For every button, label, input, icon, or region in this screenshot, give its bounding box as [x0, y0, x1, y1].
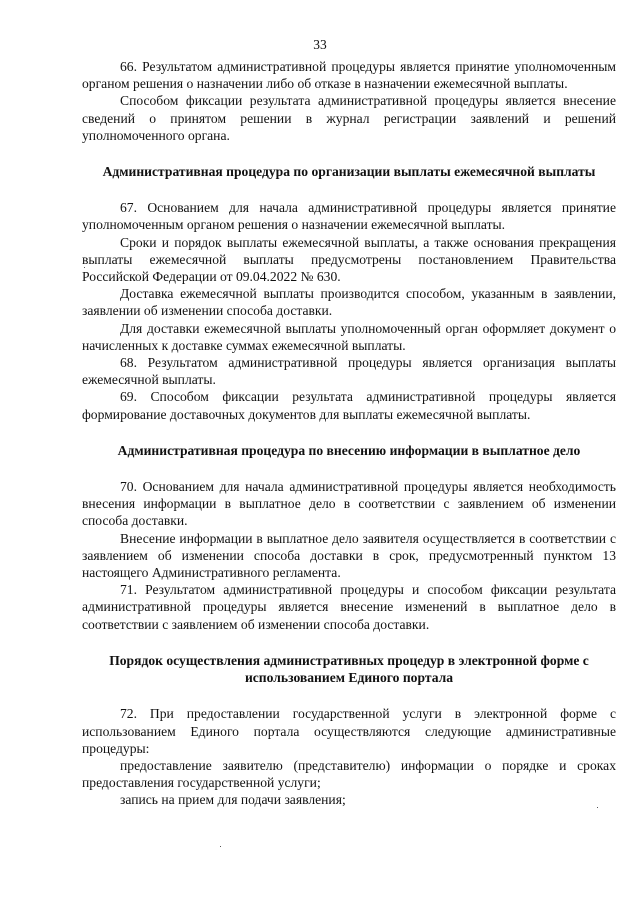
paragraph: 69. Способом фиксации результата административной процедуры является формирование доставочных документов для выплаты ежемесячной выплаты. — [82, 389, 616, 422]
paragraph: 67. Основанием для начала административной процедуры является принятие уполномоченным органом решения о назначении ежемесячной выплаты. — [82, 200, 616, 233]
scan-speck — [84, 267, 85, 268]
section-heading: Административная процедура по внесению информации в выплатное дело — [117, 442, 581, 458]
paragraph: 72. При предоставлении государственной услуги в электронной форме с использованием Единого портала осуществляются следующие административные процедуры: — [82, 706, 616, 756]
section-heading: Порядок осуществления административных процедур в электронной форме с использованием Единого портала — [109, 652, 589, 686]
paragraph: Доставка ежемесячной выплаты производится способом, указанным в заявлении, заявлении об изменении способа доставки. — [82, 286, 616, 319]
paragraph: запись на прием для подачи заявления; — [120, 792, 346, 808]
paragraph: Сроки и порядок выплаты ежемесячной выплаты, а также основания прекращения выплаты ежемесячной выплаты предусмотрены постановлением Правительства Российской Федерации от 09.04.2022 № 630. — [82, 234, 616, 285]
paragraph: 68. Результатом административной процедуры является организация выплаты ежемесячной выплаты. — [82, 355, 616, 388]
section-heading: Административная процедура по организации выплаты ежемесячной выплаты — [102, 164, 596, 180]
paragraph: 66. Результатом административной процедуры является принятие уполномоченным органом решения о назначении либо об отказе в назначении ежемесячной выплаты. — [82, 59, 616, 92]
paragraph: предоставление заявителю (представителю) информации о порядке и сроках предоставления государственной услуги; — [82, 757, 616, 791]
scan-speck — [597, 807, 598, 808]
paragraph: 70. Основанием для начала административной процедуры является необходимость внесения информации в выплатное дело в соответствии с заявлением об изменении способа доставки. — [82, 479, 616, 529]
document-body — [82, 58, 616, 809]
page-number: 33 — [313, 37, 327, 52]
paragraph: Внесение информации в выплатное дело заявителя осуществляется в соответствии с заявлением об изменении способа доставки в срок, предусмотренный пунктом 13 настоящего Административного регламента. — [82, 530, 616, 581]
paragraph: Способом фиксации результата административной процедуры является внесение сведений о принятом решении в журнал регистрации заявлений и решений уполномоченного органа. — [82, 93, 616, 143]
paragraph: 71. Результатом административной процедуры и способом фиксации результата административной процедуры является внесение изменений в выплатное дело в соответствии с заявлением об изменении способа доставки. — [82, 582, 616, 632]
scan-speck — [220, 846, 221, 847]
paragraph: Для доставки ежемесячной выплаты уполномоченный орган оформляет документ о начисленных к доставке суммах ежемесячной выплаты. — [82, 320, 616, 353]
